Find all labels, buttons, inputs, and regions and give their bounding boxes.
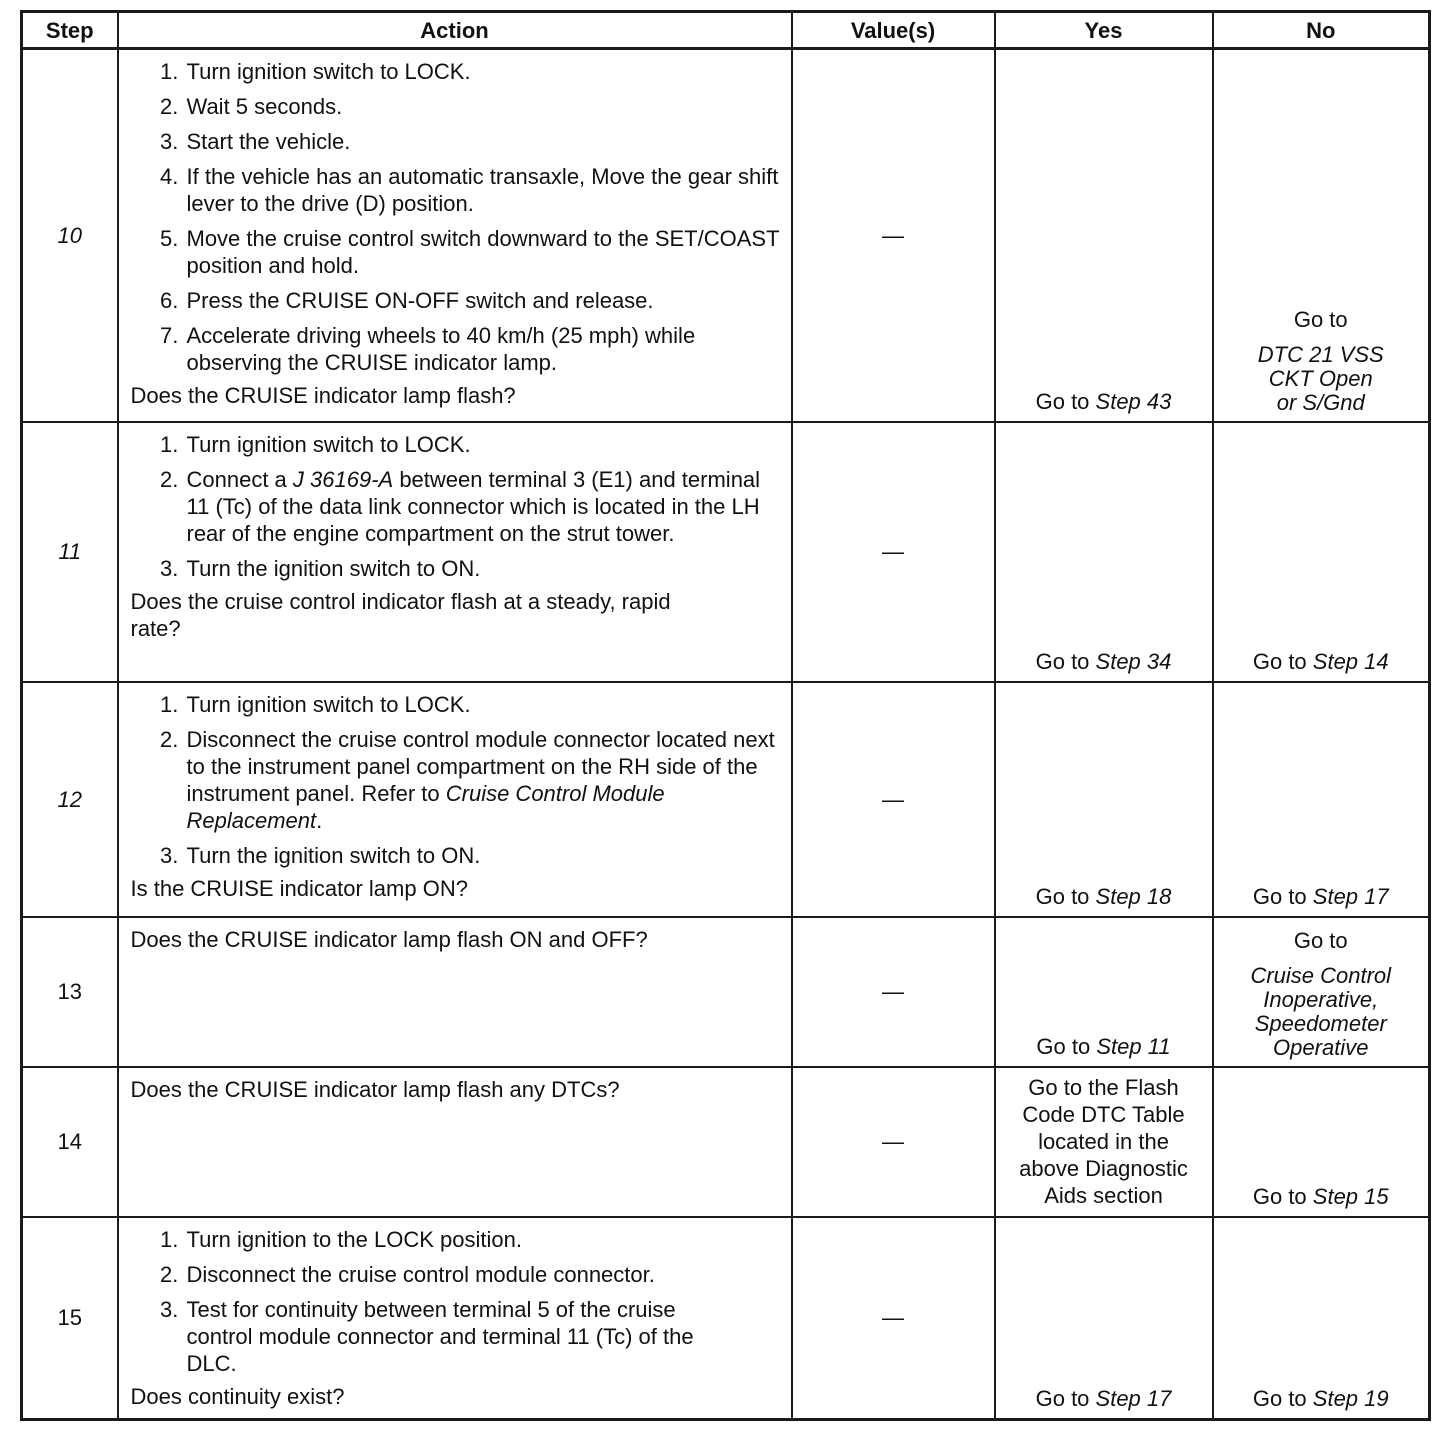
step-number: 10 <box>22 49 118 422</box>
table-row <box>22 1217 1430 1420</box>
no-goto: Go to <box>1293 927 1348 953</box>
action-cell <box>118 1217 792 1420</box>
step-ref: Step 18 <box>1095 883 1172 909</box>
step-number: 13 <box>22 917 118 1067</box>
section-ref: Cruise Control Module Replacement <box>186 780 665 833</box>
header-row <box>22 12 1430 49</box>
step-text: Disconnect the cruise control module connector located next to the instrument panel compartment on the RH side of the instrument panel. Refer to <box>186 726 775 806</box>
no-cell <box>1213 682 1430 917</box>
header-action: Action <box>118 12 792 49</box>
step-ref: Step 11 <box>1096 1033 1171 1059</box>
no-goto <box>1218 648 1425 675</box>
step-number: 15 <box>22 1217 118 1420</box>
yes-cell <box>995 49 1213 422</box>
goto-prefix: Go to <box>1252 1183 1313 1209</box>
no-ref-line: DTC 21 VSS <box>1257 341 1384 367</box>
action-question: Does continuity exist? <box>130 1383 345 1409</box>
yes-cell <box>995 682 1213 917</box>
value-cell: — <box>792 1217 995 1420</box>
action-step: 6. Press the CRUISE ON-OFF switch and release. <box>185 287 781 314</box>
action-steps <box>131 431 781 582</box>
yes-goto-line: Go to the Flash <box>1028 1074 1179 1100</box>
step-ref: Step 43 <box>1095 388 1172 414</box>
goto-prefix: Go to <box>1035 1386 1096 1411</box>
tool-ref: J 36169-A <box>292 466 394 492</box>
yes-goto <box>1000 648 1208 675</box>
action-step: 2. Wait 5 seconds. <box>185 93 781 120</box>
action-step <box>185 466 781 547</box>
value-cell: — <box>792 917 995 1067</box>
step-text: Connect a <box>186 466 293 492</box>
step-text: between terminal 3 (E1) and terminal 11 (Tc) of the data link connector which is located in the LH rear of the engine compartment on the strut tower. <box>186 466 761 546</box>
yes-goto-line: above Diagnostic <box>1019 1155 1188 1181</box>
action-cell <box>118 1067 792 1217</box>
step-ref: Step 17 <box>1312 883 1389 909</box>
no-ref-line: Inoperative, <box>1263 986 1379 1012</box>
yes-goto-line: located in the <box>1038 1128 1169 1154</box>
no-cell <box>1213 422 1430 682</box>
yes-cell <box>995 917 1213 1067</box>
action-cell <box>118 49 792 422</box>
no-ref-line: Cruise Control <box>1250 962 1392 988</box>
action-step: 5. Move the cruise control switch downward to the SET/COAST position and hold. <box>185 225 781 279</box>
table-row <box>22 682 1430 917</box>
table-row <box>22 1067 1430 1217</box>
action-step: 1. Turn ignition switch to LOCK. <box>185 58 781 85</box>
goto-prefix: Go to <box>1035 648 1096 674</box>
step-number: 12 <box>22 682 118 917</box>
goto-prefix: Go to <box>1035 883 1096 909</box>
action-step: 3. Test for continuity between terminal 5 of the cruise control module connector and terminal 11 (Tc) of the DLC. <box>185 1296 781 1377</box>
value-cell: — <box>792 49 995 422</box>
action-cell <box>118 917 792 1067</box>
step-ref: Step 15 <box>1312 1183 1389 1209</box>
action-steps <box>131 58 781 376</box>
no-ref-line: Speedometer <box>1254 1010 1387 1036</box>
action-step: 1. Turn ignition to the LOCK position. <box>185 1226 781 1253</box>
goto-prefix: Go to <box>1252 1386 1313 1411</box>
no-goto: Go to <box>1293 306 1348 332</box>
action-step: 3. Turn the ignition switch to ON. <box>185 555 781 582</box>
step-number: 11 <box>22 422 118 682</box>
goto-prefix: Go to <box>1035 388 1096 414</box>
action-cell <box>118 682 792 917</box>
no-cell <box>1213 1217 1430 1420</box>
action-step: 1. Turn ignition switch to LOCK. <box>185 431 781 458</box>
yes-goto <box>1000 883 1208 910</box>
action-step: 1. Turn ignition switch to LOCK. <box>185 691 781 718</box>
no-cell <box>1213 1067 1430 1217</box>
yes-goto-line: Aids section <box>1044 1182 1163 1208</box>
yes-goto <box>1000 388 1208 415</box>
no-ref-line: CKT Open <box>1268 365 1373 391</box>
yes-cell <box>995 422 1213 682</box>
yes-cell <box>995 1067 1213 1217</box>
no-goto <box>1218 1385 1425 1412</box>
action-step: 2. Disconnect the cruise control module connector. <box>185 1261 781 1288</box>
no-cell <box>1213 49 1430 422</box>
no-cell <box>1213 917 1430 1067</box>
action-step <box>185 726 781 834</box>
value-cell: — <box>792 422 995 682</box>
action-step: 7. Accelerate driving wheels to 40 km/h (25 mph) while observing the CRUISE indicator lamp. <box>185 322 781 376</box>
no-ref-line: or S/Gnd <box>1276 389 1365 415</box>
table-row <box>22 49 1430 422</box>
header-yes: Yes <box>995 12 1213 49</box>
yes-goto <box>1000 1033 1208 1060</box>
no-ref-line: Operative <box>1273 1034 1369 1060</box>
step-number: 14 <box>22 1067 118 1217</box>
step-ref: Step 17 <box>1095 1386 1172 1411</box>
action-question: Does the CRUISE indicator lamp flash ON and OFF? <box>130 926 648 952</box>
table-row <box>22 422 1430 682</box>
step-ref: Step 19 <box>1312 1386 1389 1411</box>
action-step: 3. Turn the ignition switch to ON. <box>185 842 781 869</box>
diagnostic-table <box>20 10 1431 1421</box>
goto-prefix: Go to <box>1252 648 1313 674</box>
step-text: . <box>316 807 323 833</box>
action-step: 4. If the vehicle has an automatic transaxle, Move the gear shift lever to the drive (D) position. <box>185 163 781 217</box>
no-goto <box>1218 883 1425 910</box>
action-question: Does the CRUISE indicator lamp flash? <box>130 383 516 408</box>
value-cell: — <box>792 1067 995 1217</box>
step-ref: Step 34 <box>1095 648 1172 674</box>
yes-goto-line: Code DTC Table <box>1022 1101 1185 1127</box>
action-question: Does the CRUISE indicator lamp flash any DTCs? <box>130 1076 620 1102</box>
action-question: Is the CRUISE indicator lamp ON? <box>130 875 468 901</box>
step-ref: Step 14 <box>1312 648 1389 674</box>
header-step: Step <box>22 12 118 49</box>
header-values: Value(s) <box>792 12 995 49</box>
goto-prefix: Go to <box>1036 1033 1097 1059</box>
yes-cell <box>995 1217 1213 1420</box>
value-cell: — <box>792 682 995 917</box>
action-question: Does the cruise control indicator flash at a steady, rapid rate? <box>130 588 671 641</box>
action-steps <box>131 691 781 869</box>
yes-goto <box>1000 1385 1208 1412</box>
goto-prefix: Go to <box>1252 883 1313 909</box>
action-cell <box>118 422 792 682</box>
action-step: 3. Start the vehicle. <box>185 128 781 155</box>
table-row <box>22 917 1430 1067</box>
action-steps <box>131 1226 781 1377</box>
header-no: No <box>1213 12 1430 49</box>
no-goto <box>1218 1183 1425 1210</box>
